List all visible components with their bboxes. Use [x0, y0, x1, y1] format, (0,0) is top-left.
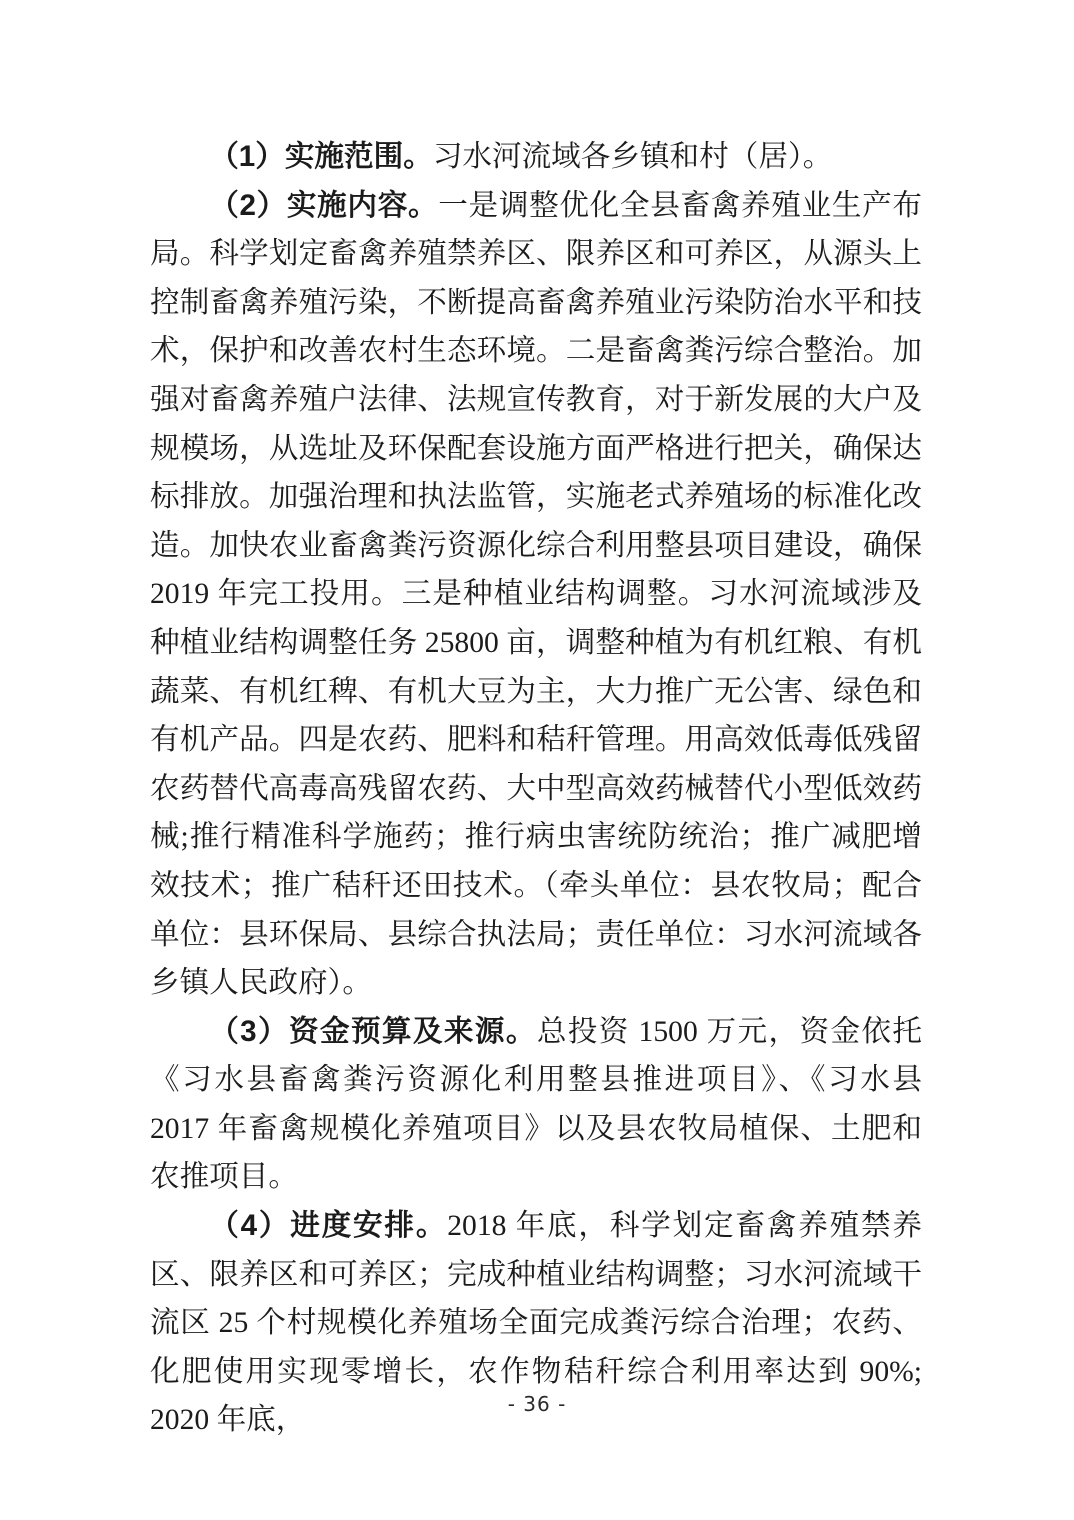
paragraph-text: 2018 年底，科学划定畜禽养殖禁养区、限养区和可养区；完成种植业结构调整；习水河流域干流区 25 个村规模化养殖场全面完成粪污综合治理；农药、化肥使用实现零增长，农作物秸秆综合利用率达到 90%; 2020 年底， — [150, 1210, 922, 1437]
paragraph-heading: （4）进度安排。 — [209, 1209, 448, 1243]
paragraph-heading: （3）资金预算及来源。 — [209, 1014, 537, 1048]
paragraph-heading: （2）实施内容。 — [209, 188, 439, 222]
paragraph-heading: （1）实施范围。 — [209, 140, 433, 173]
paragraph-implementation-scope — [150, 133, 922, 182]
paragraph-implementation-content — [150, 182, 922, 1008]
document-body — [150, 133, 922, 1445]
paragraph-text: 总投资 1500 万元，资金依托《习水县畜禽粪污资源化利用整县推进项目》、《习水县 2017 年畜禽规模化养殖项目》以及县农牧局植保、土肥和农推项目。 — [150, 1015, 922, 1194]
paragraph-budget-and-source — [150, 1008, 922, 1202]
paragraph-text: 一是调整优化全县畜禽养殖业生产布局。科学划定畜禽养殖禁养区、限养区和可养区，从源头上控制畜禽养殖污染，不断提高畜禽养殖业污染防治水平和技术，保护和改善农村生态环境。二是畜禽粪污综合整治。加强对畜禽养殖户法律、法规宣传教育，对于新发展的大户及规模场，从选址及环保配套设施方面严格进行把关，确保达标排放。加强治理和执法监管，实施老式养殖场的标准化改造。加快农业畜禽粪污资源化综合利用整县项目建设，确保 2019 年完工投用。三是种植业结构调整。习水河流域涉及种植业结构调整任务 25800 亩，调整种植为有机红粮、有机蔬菜、有机红稗、有机大豆为主，大力推广无公害、绿色和有机产品。四是农药、肥料和秸秆管理。用高效低毒低残留农药替代高毒高残留农药、大中型高效药械替代小型低效药械;推行精准科学施药；推行病虫害统防统治；推广减肥增效技术；推广秸秆还田技术。（牵头单位：县农牧局；配合单位：县环保局、县综合执法局；责任单位：习水河流域各乡镇人民政府）。 — [150, 189, 922, 1000]
paragraph-text: 习水河流域各乡镇和村（居）。 — [432, 141, 833, 173]
page-number: - 36 - — [507, 1392, 567, 1416]
